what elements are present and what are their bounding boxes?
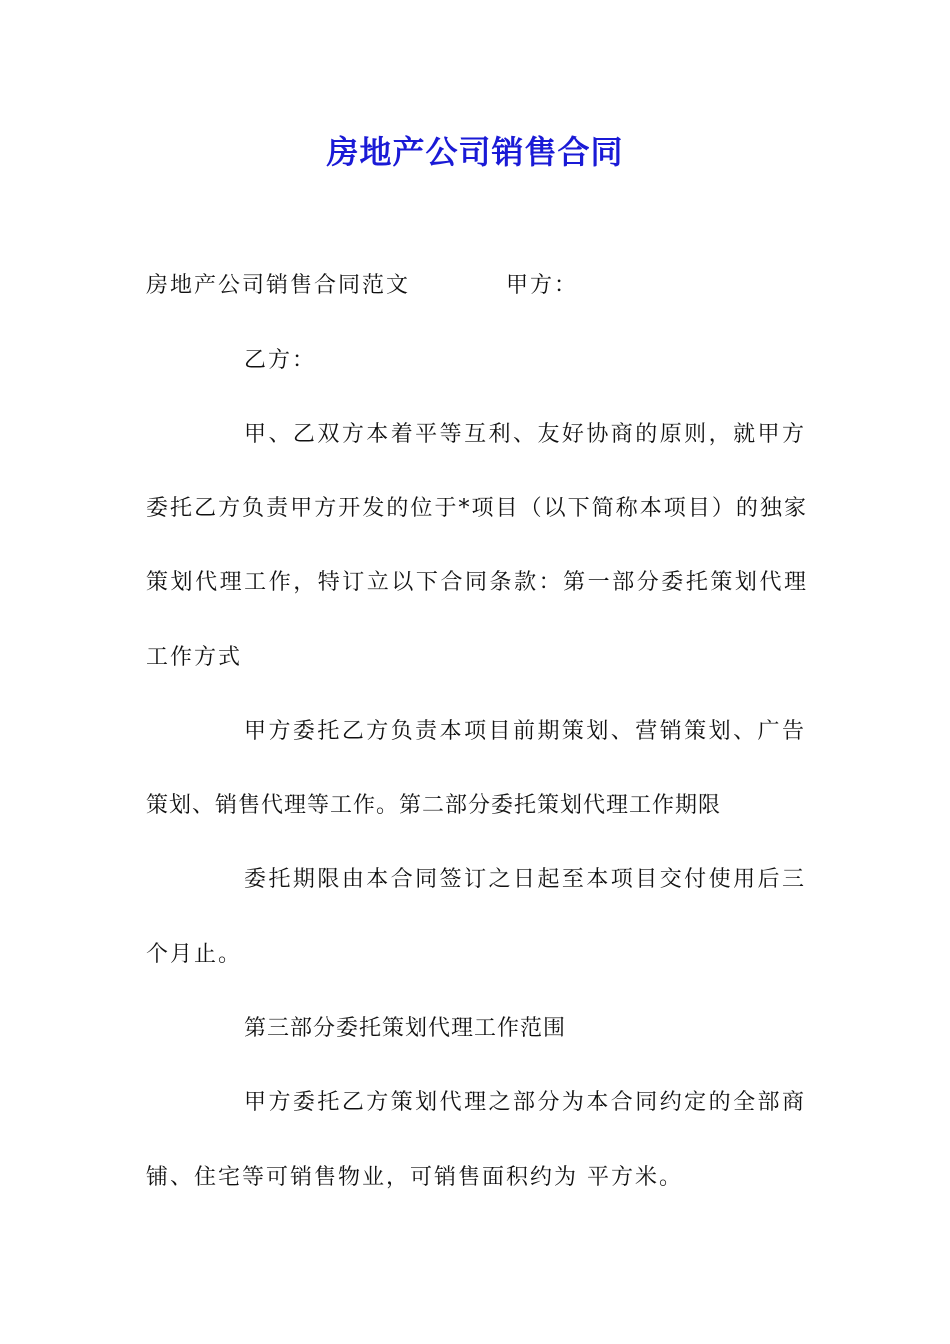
paragraph-line: 策划代理工作，特订立以下合同条款：第一部分委托策划代理: [146, 570, 806, 595]
paragraph-line: 工作方式: [146, 645, 243, 670]
paragraph-line: 委托期限由本合同签订之日起至本项目交付使用后三: [244, 867, 804, 892]
paragraph-line: 委托乙方负责甲方开发的位于*项目（以下简称本项目）的独家: [146, 496, 806, 521]
paragraph-line: 铺、住宅等可销售物业，可销售面积约为 平方米。: [146, 1165, 683, 1190]
header-subtitle: 房地产公司销售合同范文: [146, 273, 411, 298]
party-b-label: 乙方：: [244, 348, 317, 373]
document-title: 房地产公司销售合同: [326, 133, 624, 171]
paragraph-line: 个月止。: [146, 942, 243, 967]
party-a-label: 甲方：: [506, 273, 579, 298]
paragraph-line: 甲方委托乙方负责本项目前期策划、营销策划、广告: [244, 719, 804, 744]
paragraph-line: 甲方委托乙方策划代理之部分为本合同约定的全部商: [244, 1090, 804, 1115]
paragraph-line: 甲、乙双方本着平等互利、友好协商的原则，就甲方: [244, 422, 804, 447]
paragraph-line: 策划、销售代理等工作。第二部分委托策划代理工作期限: [146, 793, 722, 818]
section-heading: 第三部分委托策划代理工作范围: [244, 1016, 567, 1041]
